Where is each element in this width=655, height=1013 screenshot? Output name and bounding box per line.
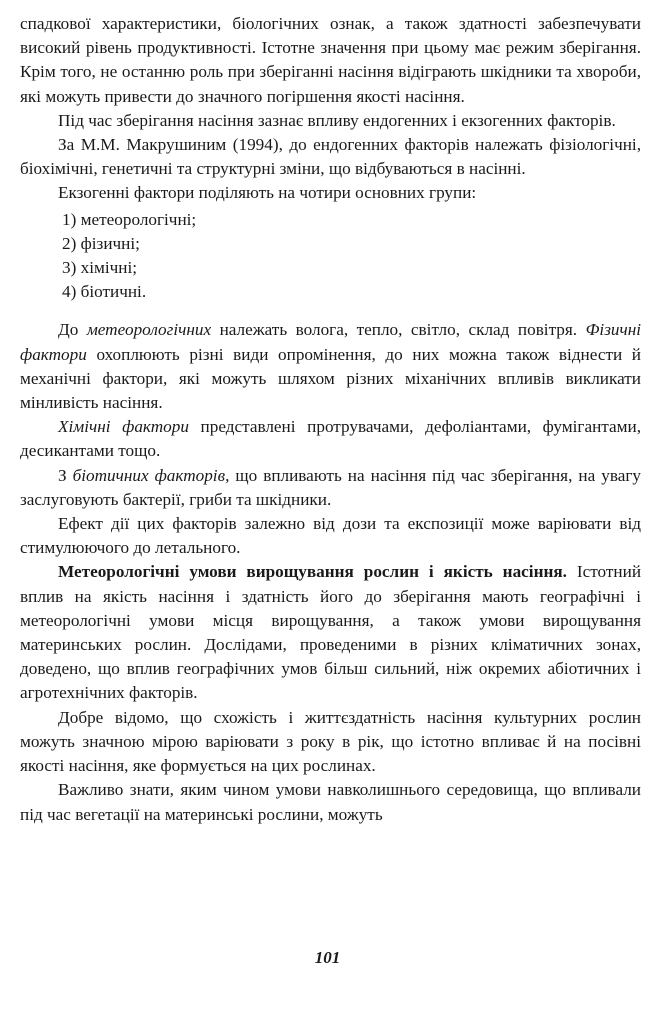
- paragraph-5: [20, 318, 641, 415]
- text-run: представлені протрувачами, дефоліантами, фумігантами, десикантами тощо.: [20, 417, 641, 461]
- paragraph-11: Важливо знати, яким чином умови навколишнього середовища, що впливали під час вегетації на материнські рослини, можуть: [20, 780, 641, 824]
- italic-term: біотичних факторів: [72, 465, 226, 485]
- text-run: З: [58, 465, 73, 485]
- factor-list: [62, 208, 641, 305]
- text-run: До: [58, 320, 87, 340]
- text-run: охоплюють різні види опромінення, до них можна також віднести й механічні фактори, які можуть шляхом різних міханічних впливів викликати мінливість насіння.: [20, 344, 641, 413]
- list-item: 3) хімічні;: [62, 258, 138, 278]
- paragraph-6: [20, 415, 641, 463]
- section-heading: Метеорологічні умови вирощування рослин і якість насіння.: [58, 562, 567, 582]
- list-item: 2) фізичні;: [62, 233, 140, 253]
- paragraph-9: [20, 560, 641, 705]
- italic-term: Фізичні фактори: [20, 320, 641, 364]
- italic-term: метеорологічних: [86, 320, 212, 340]
- italic-term: Хімічні фактори: [58, 417, 189, 437]
- paragraph-8: Ефект дії цих факторів залежно від дози та експозиції може варіювати від стимулюючого до летального.: [20, 514, 641, 558]
- page-body: [20, 12, 641, 827]
- paragraph-1: спадкової характеристики, біологічних ознак, а також здатності забезпечувати високий рівень продуктивності. Істотне значення при цьому має режим зберігання. Крім того, не останню роль при зберіганні насіння відіграють шкідники та хвороби, які можуть привести до значного погіршення якості насіння.: [20, 14, 641, 106]
- paragraph-7: [20, 464, 641, 512]
- paragraph-2: Під час зберігання насіння зазнає впливу ендогенних і екзогенних факторів.: [58, 110, 616, 130]
- paragraph-10: Добре відомо, що схожість і життєздатність насіння культурних рослин можуть значною мірою варіювати з року в рік, що істотно впливає й на посівні якості насіння, яке формується на цих рослинах.: [20, 707, 641, 776]
- text-run: Істотний вплив на якість насіння і здатність його до зберігання мають географічні і метеорологічні умови місця вирощування, а також умови вирощування материнських рослин. Дослідами, проведеними в різних кліматичних зонах, доведено, що вплив географічних умов більш сильний, ніж окремих абіотичних і агротехнічних факторів.: [20, 562, 642, 703]
- paragraph-4: Екзогенні фактори поділяють на чотири основних групи:: [58, 183, 477, 203]
- list-item: 1) метеорологічні;: [62, 209, 197, 229]
- text-run: , що впливають на насіння під час зберігання, на увагу заслуговують бактерії, гриби та шкідники.: [20, 465, 641, 509]
- paragraph-3: За М.М. Макрушиним (1994), до ендогенних факторів належать фізіологічні, біохімічні, генетичні та структурні зміни, що відбуваються в насінні.: [20, 135, 641, 179]
- text-run: належать волога, тепло, світло, склад повітря.: [211, 320, 586, 340]
- page-number: 101: [314, 948, 341, 967]
- list-item: 4) біотичні.: [62, 282, 147, 302]
